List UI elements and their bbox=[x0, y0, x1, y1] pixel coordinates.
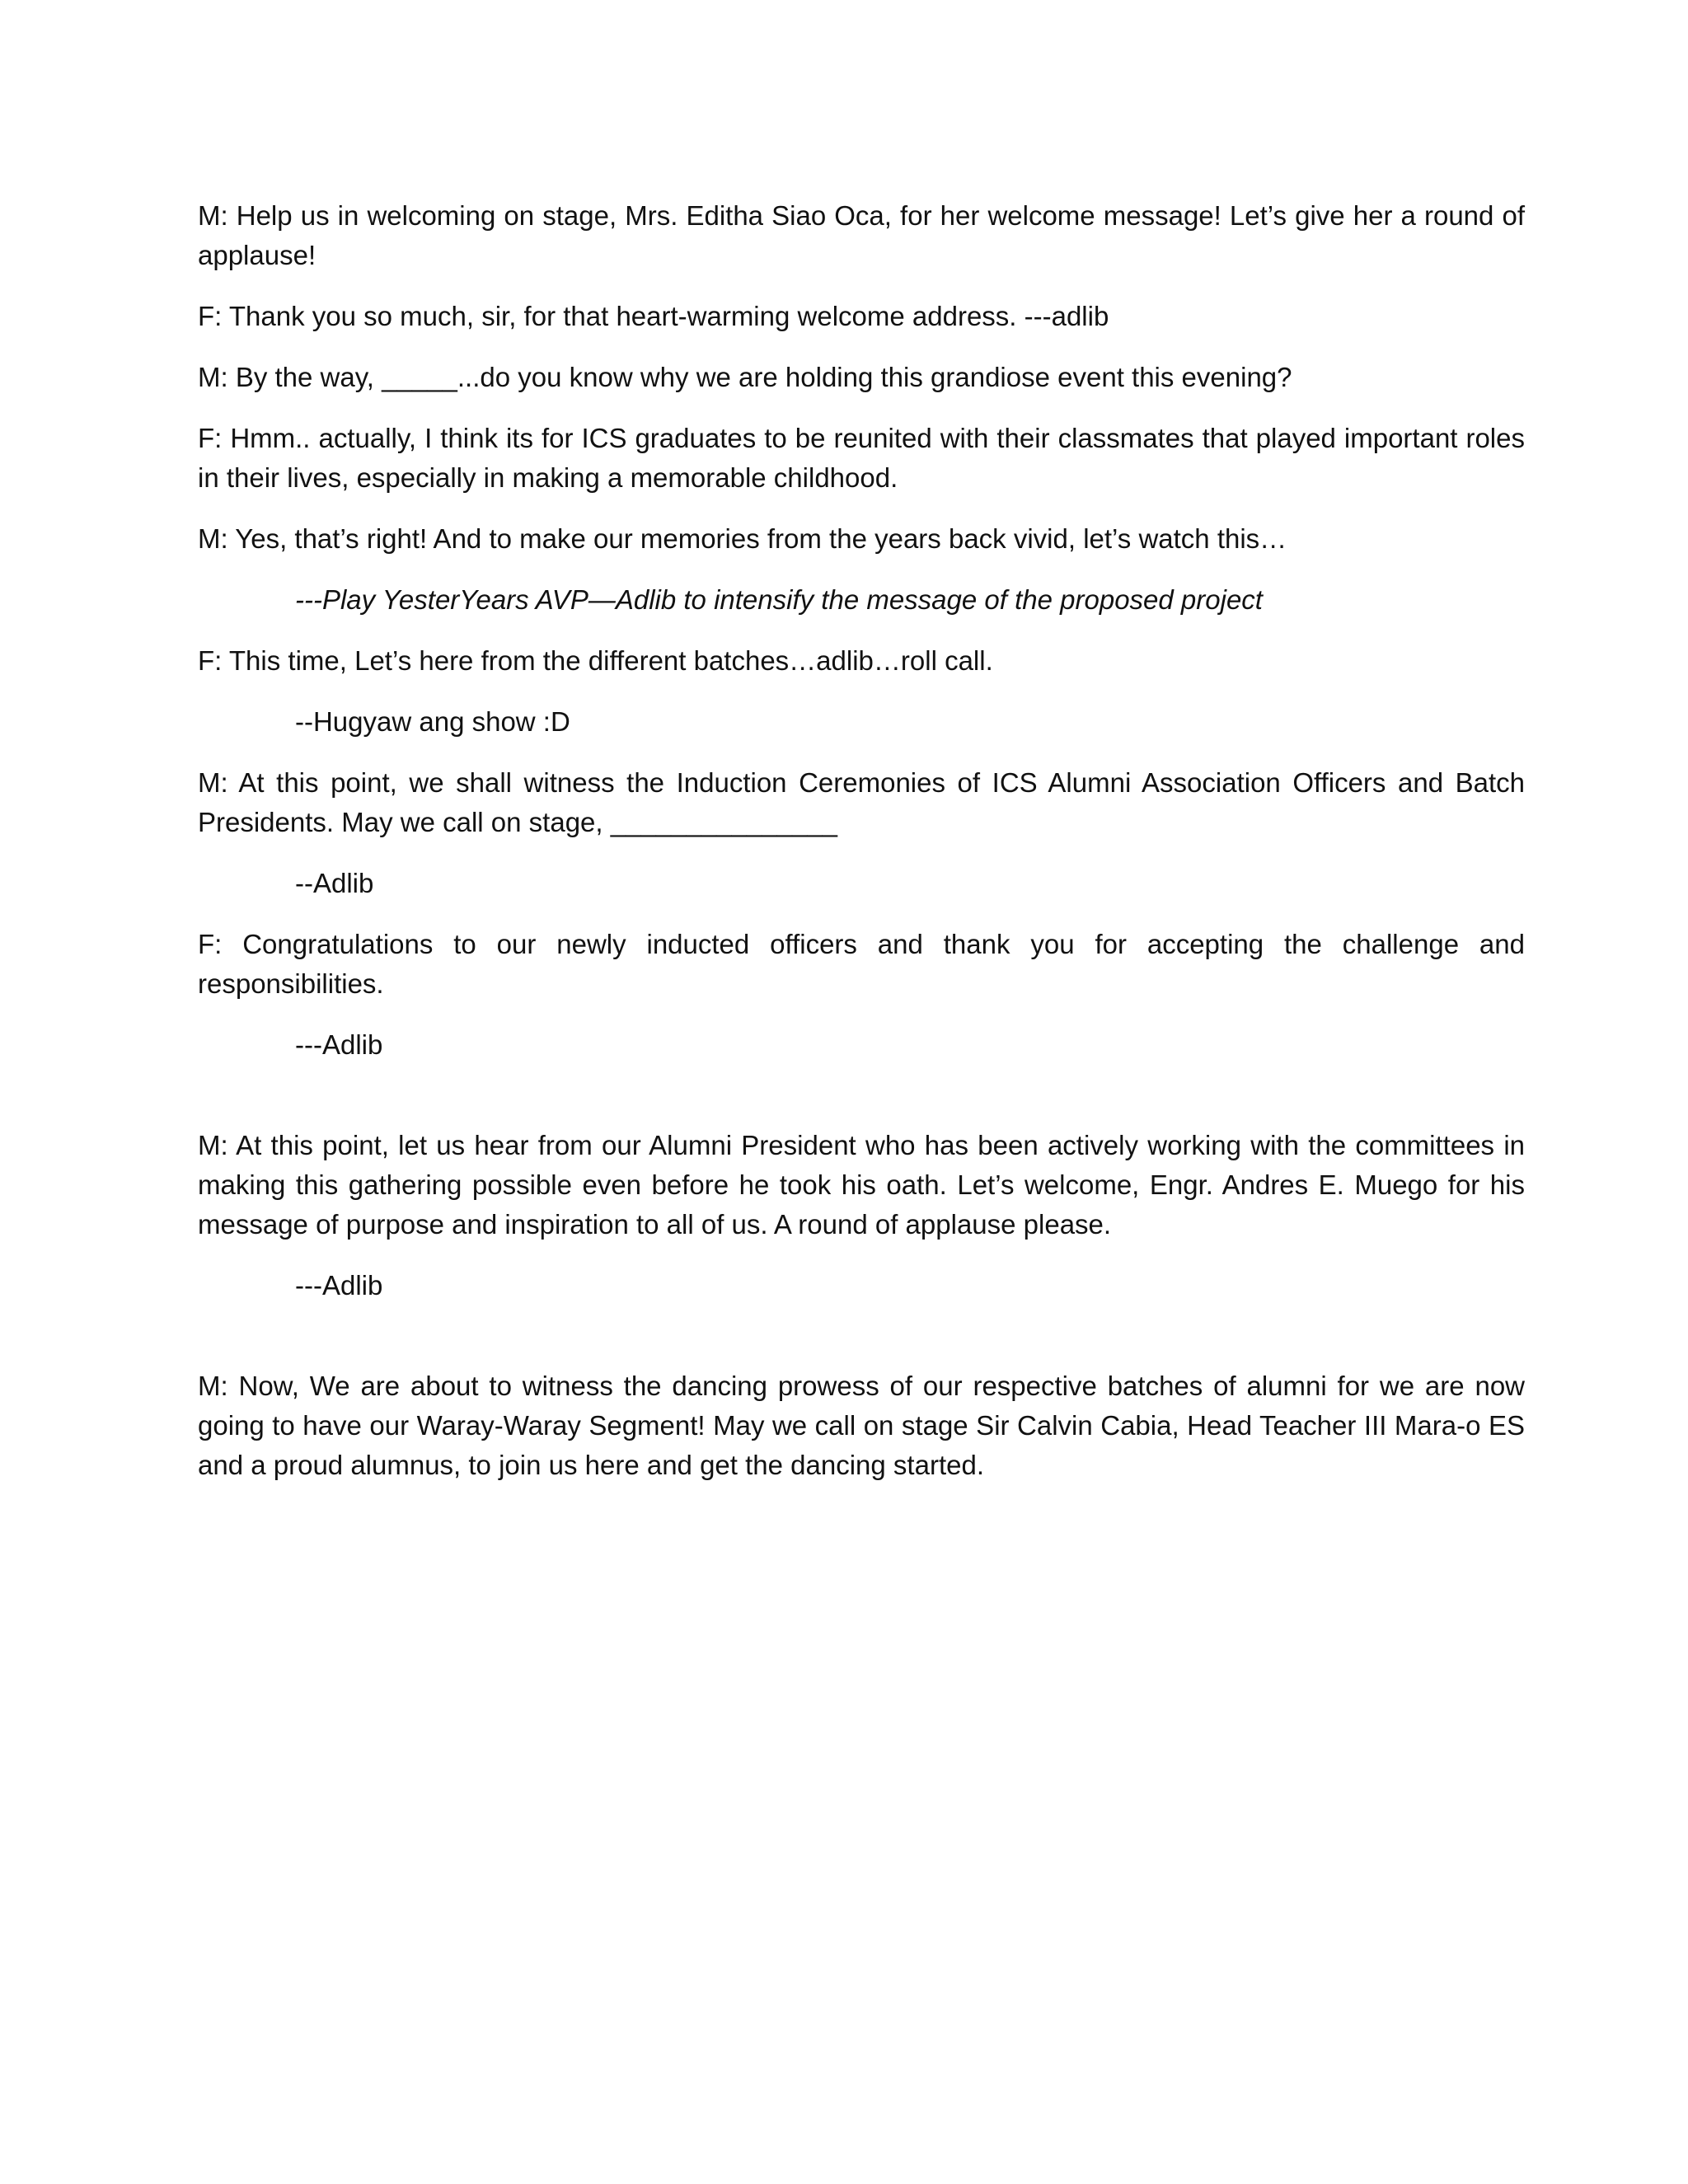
script-line-waray-segment: M: Now, We are about to witness the dancing prowess of our respective batches of alumni for we are now going to have our Waray-Waray Segment! May we call on stage Sir Calvin Cabia, Head Teacher III Mara-o ES and a proud alumnus, to join us here and get the dancing started. bbox=[198, 1371, 1525, 1480]
script-line-congratulations: F: Congratulations to our newly inducted officers and thank you for accepting the challenge and responsibilities. bbox=[198, 929, 1525, 999]
script-line-alumni-president: M: At this point, let us hear from our Alumni President who has been actively working with the committees in making this gathering possible even before he took his oath. Let’s welcome, Engr. Andres E. Muego for his message of purpose and inspiration to all of us. A round of applause please. bbox=[198, 1130, 1525, 1240]
script-line-thank-you: F: Thank you so much, sir, for that heart-warming welcome address. ---adlib bbox=[198, 301, 1109, 331]
script-line-by-the-way: M: By the way, _____...do you know why we are holding this grandiose event this evening? bbox=[198, 362, 1292, 392]
stage-direction-adlib-3: ---Adlib bbox=[295, 1270, 383, 1301]
stage-direction-hugyaw: --Hugyaw ang show :D bbox=[295, 706, 570, 737]
script-line-welcome-call: M: Help us in welcoming on stage, Mrs. Editha Siao Oca, for her welcome message! Let’s give her a round of applause! bbox=[198, 200, 1525, 270]
script-line-watch-this: M: Yes, that’s right! And to make our memories from the years back vivid, let’s watch this… bbox=[198, 523, 1287, 554]
document-page bbox=[198, 196, 1525, 1507]
blank-line bbox=[198, 1327, 1525, 1366]
blank-line bbox=[198, 1086, 1525, 1126]
script-line-reunion-purpose: F: Hmm.. actually, I think its for ICS graduates to be reunited with their classmates that played important roles in their lives, especially in making a memorable childhood. bbox=[198, 423, 1525, 493]
script-line-induction: M: At this point, we shall witness the Induction Ceremonies of ICS Alumni Association Officers and Batch Presidents. May we call on stage, _______________ bbox=[198, 767, 1525, 837]
stage-direction-adlib-1: --Adlib bbox=[295, 868, 374, 898]
stage-direction-adlib-2: ---Adlib bbox=[295, 1029, 383, 1060]
stage-direction-avp: ---Play YesterYears AVP—Adlib to intensify the message of the proposed project bbox=[295, 584, 1263, 615]
script-line-roll-call: F: This time, Let’s here from the different batches…adlib…roll call. bbox=[198, 645, 993, 676]
